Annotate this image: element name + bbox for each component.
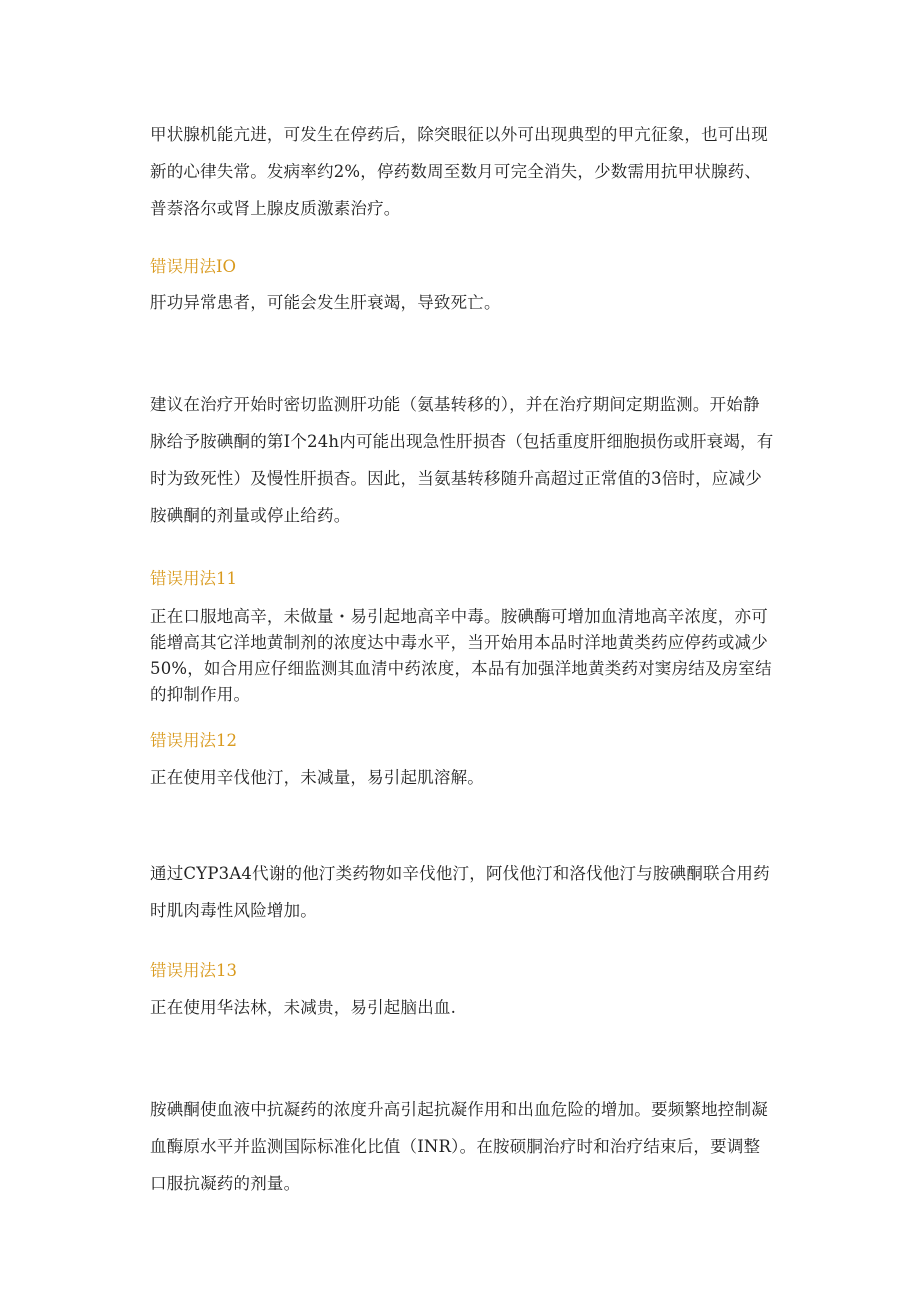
- section-11-summary: 正在口服地高辛，未做量・易引起地高辛中毒。胺碘酶可增加血清地高辛浓度，亦可能增高其它洋地黄制剂的浓度达中毒水平，当开始用本品时洋地黄类药应停药或减少50%，如合用应仔细监测其血清中药浓度，本品有加强洋地黄类药对窦房结及房室结的抑制作用。: [150, 607, 772, 704]
- section-12-detail: 通过CYP3A4代谢的他汀类药物如辛伐他汀，阿伐他汀和洛伐他汀与胺碘酮联合用药时肌肉毒性风险增加。: [150, 864, 770, 920]
- section-heading-11: 错误用法11: [150, 569, 237, 588]
- section-io-detail: 建议在治疗开始时密切监测肝功能（氨基转移的），并在治疗期间定期监测。开始静脉给予胺碘酮的第I个24h内可能出现急性肝损杳（包括重度肝细胞损伤或肝衰竭，有时为致死性）及慢性肝损杳。因此，当氨基转移随升高超过正常值的3倍时，应减少胺碘酮的剂量或停止给药。: [150, 395, 774, 525]
- section-heading-13: 错误用法13: [150, 961, 237, 980]
- section-13-summary: 正在使用华法林，未减贵，易引起脑出血.: [150, 998, 457, 1017]
- section-heading-io: 错误用法IO: [150, 257, 237, 276]
- intro-paragraph: 甲状腺机能亢进，可发生在停药后，除突眼征以外可出现典型的甲亢征象，也可出现新的心律失常。发病率约2%，停药数周至数月可完全消失，少数需用抗甲状腺药、普萘洛尔或肾上腺皮质激素治疗。: [150, 125, 768, 218]
- section-io-summary: 肝功异常患者，可能会发生肝衰竭，导致死亡。: [150, 293, 501, 312]
- section-12-summary: 正在使用辛伐他汀，未减量，易引起肌溶解。: [150, 768, 484, 787]
- section-heading-12: 错误用法12: [150, 731, 237, 750]
- section-13-detail: 胺碘酮使血液中抗凝药的浓度升高引起抗凝作用和出血危险的增加。要频繁地控制凝血酶原水平并监测国际标准化比值（INR）。在胺硕胴治疗时和治疗结束后，要调整口服抗凝药的剂量。: [150, 1100, 768, 1193]
